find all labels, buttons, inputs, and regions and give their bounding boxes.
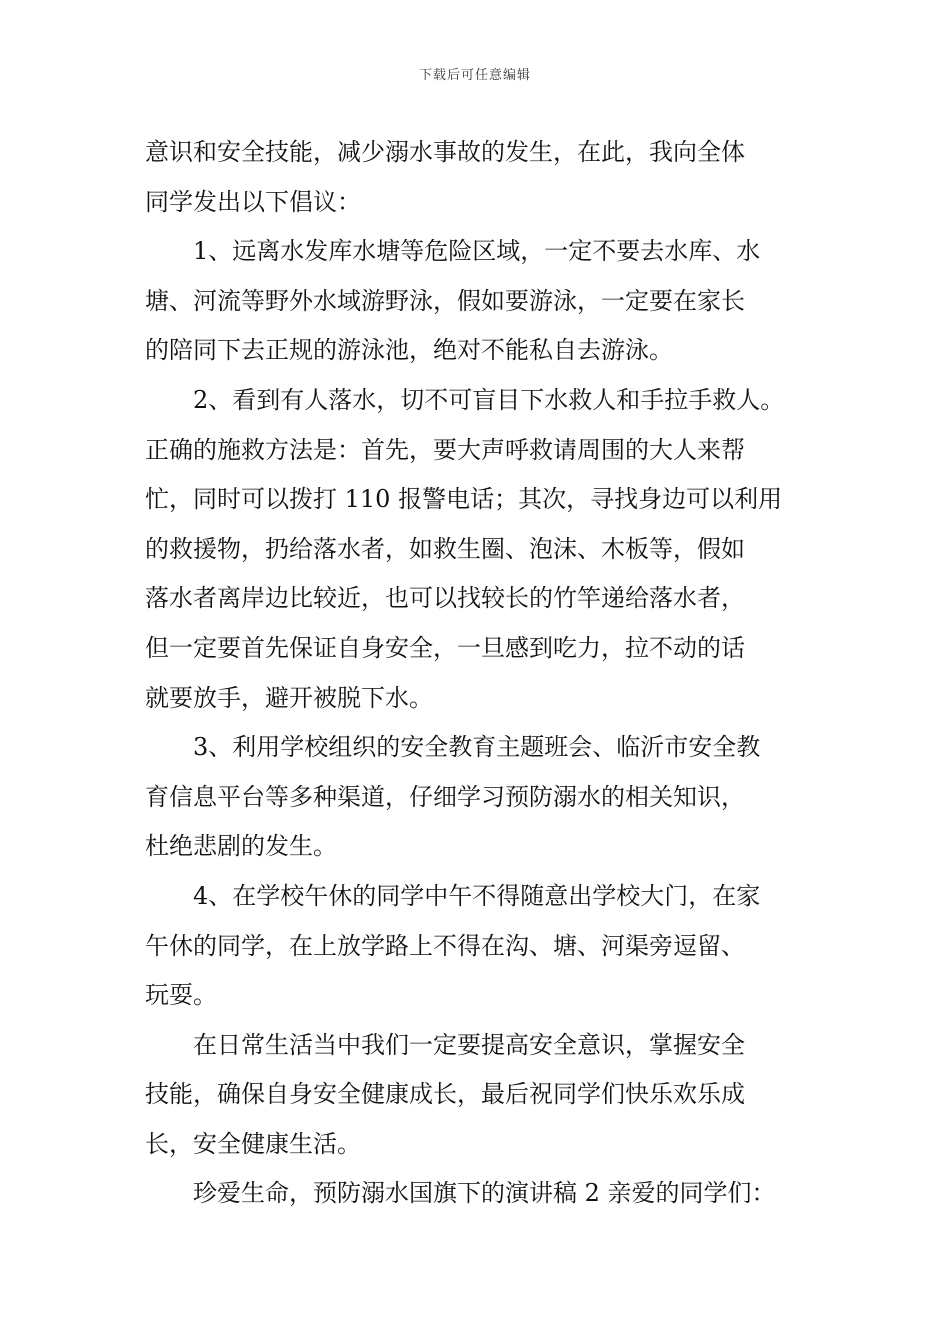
text-line-13: 3、利用学校组织的安全教育主题班会、临沂市安全教 [193, 733, 761, 762]
text-line-15: 杜绝悲剧的发生。 [145, 832, 337, 861]
text-line-20: 技能，确保自身安全健康成长，最后祝同学们快乐欢乐成 [145, 1080, 745, 1109]
text-line-19: 在日常生活当中我们一定要提高安全意识，掌握安全 [193, 1030, 745, 1059]
text-line-9: 的救援物，扔给落水者，如救生圈、泡沫、木板等，假如 [145, 534, 745, 563]
document-body [145, 128, 810, 1219]
text-line-21: 长，安全健康生活。 [145, 1129, 361, 1158]
text-line-4: 塘、河流等野外水域游野泳，假如要游泳，一定要在家长 [145, 286, 745, 315]
text-line-10: 落水者离岸边比较近，也可以找较长的竹竿递给落水者， [145, 584, 745, 613]
text-line-16: 4、在学校午休的同学中午不得随意出学校大门，在家 [193, 881, 761, 910]
text-line-18: 玩耍。 [145, 981, 217, 1010]
text-line-1: 意识和安全技能，减少溺水事故的发生，在此，我向全体 [145, 138, 745, 166]
text-line-12: 就要放手，避开被脱下水。 [145, 683, 433, 712]
text-line-3: 1、远离水发库水塘等危险区域，一定不要去水库、水 [193, 237, 761, 266]
text-line-5: 的陪同下去正规的游泳池，绝对不能私自去游泳。 [145, 336, 673, 365]
text-line-22: 珍爱生命，预防溺水国旗下的演讲稿 2 亲爱的同学们： [193, 1179, 776, 1208]
text-line-11: 但一定要首先保证自身安全，一旦感到吃力，拉不动的话 [145, 633, 745, 662]
text-line-14: 育信息平台等多种渠道，仔细学习预防溺水的相关知识， [145, 782, 745, 811]
text-line-8: 忙，同时可以拨打 110 报警电话；其次，寻找身边可以利用 [145, 485, 783, 514]
text-line-7: 正确的施救方法是：首先，要大声呼救请周围的大人来帮 [145, 435, 745, 464]
text-line-6: 2、看到有人落水，切不可盲目下水救人和手拉手救人。 [193, 385, 785, 414]
page-header: 下载后可任意编辑 [418, 68, 531, 83]
text-line-17: 午休的同学，在上放学路上不得在沟、塘、河渠旁逗留、 [145, 931, 745, 960]
text-line-2: 同学发出以下倡议： [145, 187, 361, 216]
